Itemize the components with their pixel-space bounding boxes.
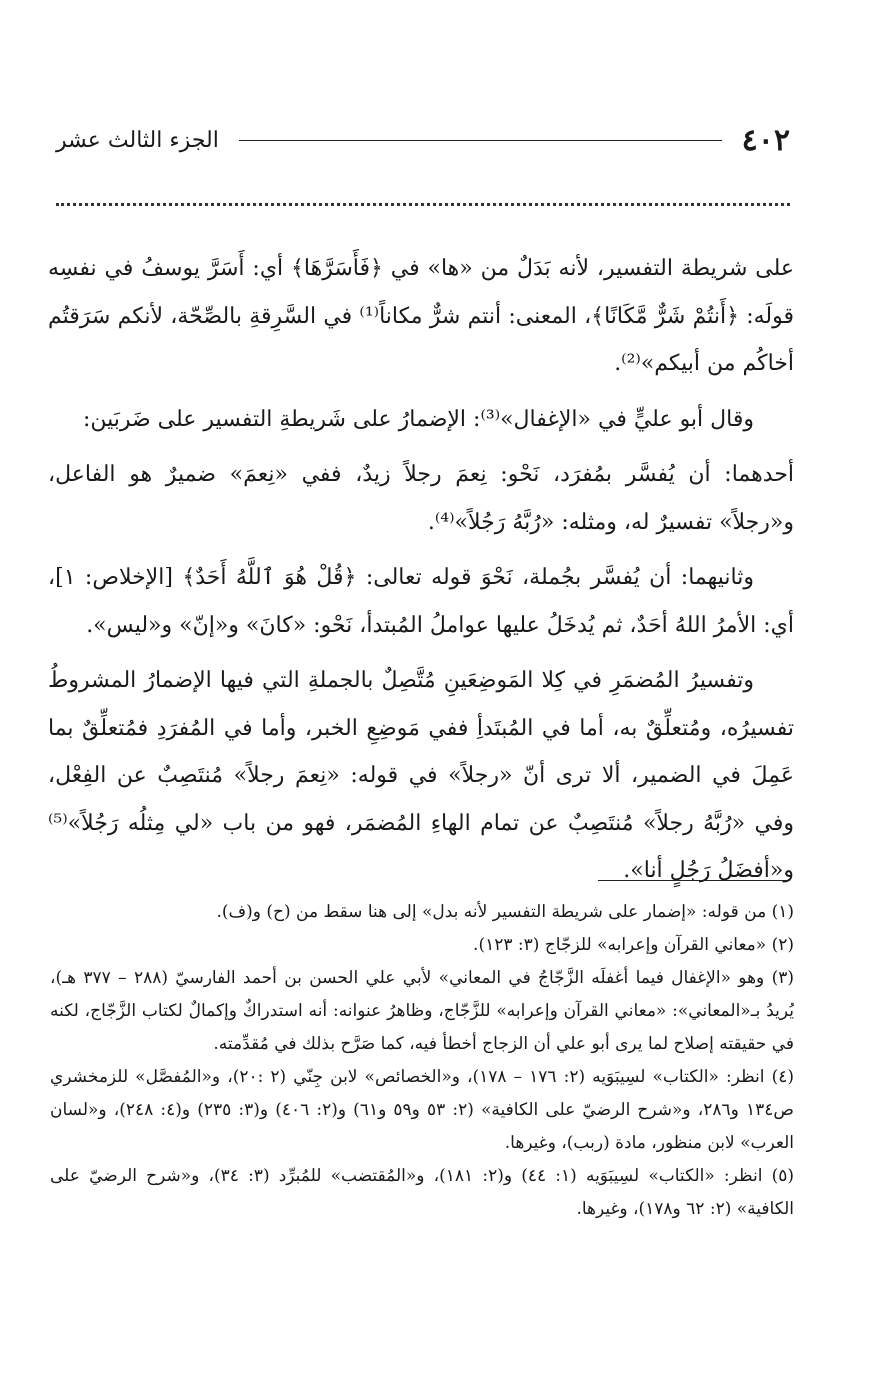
paragraph: على شريطة التفسير، لأنه بَدَلٌ من «ها» في ﴿فَأَسَرَّهَا﴾ أي: أَسَرَّ يوسفُ في نفسِه قولَه: ﴿أَنتُمْ شَرٌّ مَّكَانًا﴾، المعنى: أنتم شرٌّ مكاناً⁽¹⁾ في السَّرِقةِ بالصِّحّة، لأنكم سَرَقتُم أخاكُم من أبيكم»⁽²⁾.	[48, 256, 794, 376]
footnote: (٢) «معاني القرآن وإعرابه» للزجّاج (٣: ١٢٣).	[473, 935, 794, 955]
footnote-separator	[598, 880, 790, 881]
footnote: (٥) انظر: «الكتاب» لسِيبَوَيه (١: ٤٤) و(٢: ١٨١)، و«المُقتضب» للمُبرِّد (٣: ٣٤)، و«شرح الرضيّ على الكافية» (٢: ٦٢ و١٧٨)، وغيرها.	[50, 1166, 794, 1219]
paragraph: وتفسيرُ المُضمَرِ في كِلا المَوضِعَينِ مُتَّصِلٌ بالجملةِ التي فيها الإضمارُ المشروطُ تفسيرُه، ومُتعلِّقٌ به، أما في المُبتَدأِ ففي مَوضِعِ الخبر، وأما في المُفرَدِ فمُتعلِّقٌ بما عَمِلَ في الضمير، ألا ترى أنّ «رجلاً» في قوله: «نِعمَ رجلاً» مُنتَصِبٌ عن الفِعْل، وفي «رُبَّهُ رجلاً» مُنتَصِبٌ عن تمام الهاءِ المُضمَر، فهو من باب «لي مِثلُه رَجُلاً»⁽⁵⁾ و«أفضَلُ رَجُلٍ أنا».	[48, 668, 794, 883]
running-title: الجزء الثالث عشر	[56, 127, 219, 153]
paragraph: وثانيهما: أن يُفسَّر بجُملة، نَحْوَ قوله تعالى: ﴿قُلْ هُوَ ٱللَّهُ أَحَدٌ﴾ [الإخلاص: ١]، أي: الأمرُ اللهُ أحَدٌ، ثم يُدخَلُ عليها عواملُ المُبتدأ، نَحْو: «كانَ» و«إنّ» و«ليس».	[48, 565, 794, 638]
paragraph: وقال أبو عليٍّ في «الإغفال»⁽³⁾: الإضمارُ على شَريطةِ التفسير على ضَربَين:	[82, 406, 754, 432]
footnote: (٣) وهو «الإغفال فيما أغفلَه الزَّجّاجُ في المعاني» لأبي علي الحسن بن أحمد الفارسيّ (٢٨٨ – ٣٧٧ هـ)، يُريدُ بـ«المعاني»: «معاني القرآن وإعرابه» للزَّجّاج، وظاهرُ عنوانه: أنه استدراكٌ وإكمالٌ لكتاب الزَّجّاج، لكنه في حقيقته إصلاح لما يرى أبو علي أن الزجاج أخطأ فيه، كما صَرَّح بذلك في مُقدِّمته.	[50, 968, 794, 1054]
main-text	[48, 245, 794, 903]
footnote: (١) من قوله: «إضمار على شريطة التفسير لأنه بدل» إلى هنا سقط من (ح) و(ف).	[216, 902, 794, 922]
page-number: ٤٠٢	[741, 122, 790, 158]
footnote: (٤) انظر: «الكتاب» لسِيبَوَيه (٢: ١٧٦ – ١٧٨)، و«الخصائص» لابن جِنّي (٢ :٢٠)، و«المُفصَّل» للزمخشري ص١٣٤ و٢٨٦، و«شرح الرضيّ على الكافية» (٢: ٥٣ و٥٩ و٦١) و(٢: ٤٠٦) و(٣: ٢٣٥) و(٤: ٢٤٨)، و«لسان العرب» لابن منظور، مادة (ربب)، وغيرها.	[50, 1067, 794, 1153]
page-header	[56, 118, 790, 162]
dotted-separator	[56, 203, 790, 206]
header-rule	[239, 140, 722, 141]
paragraph: أحدهما: أن يُفسَّر بمُفرَد، نَحْو: نِعمَ رجلاً زيدٌ، ففي «نِعمَ» ضميرٌ هو الفاعل، و«رجلاً» تفسيرٌ له، ومثله: «رُبَّهُ رَجُلاً»⁽⁴⁾.	[48, 462, 794, 535]
footnotes	[50, 896, 794, 1226]
